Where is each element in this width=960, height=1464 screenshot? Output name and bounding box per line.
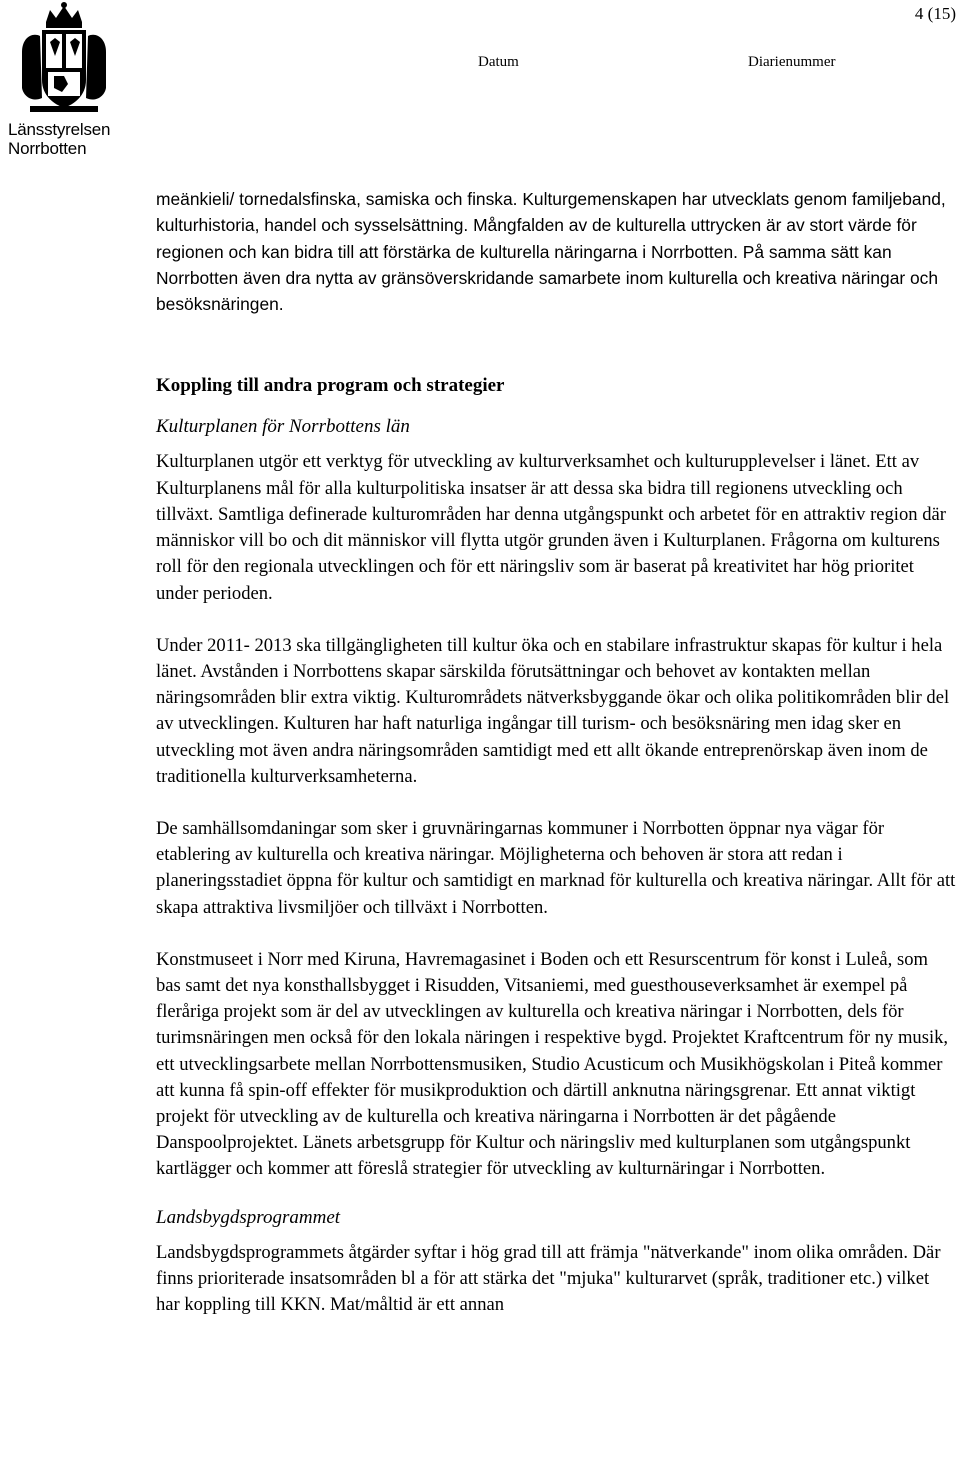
intro-paragraph: meänkieli/ tornedalsfinska, samiska och finska. Kulturgemenskapen har utvecklats genom familjeband, kulturhistoria, handel och sysselsättning. Mångfalden av de kulturella uttrycken är av stort värde för regionen och kan bidra till att förstärka de kulturella näringarna i Norrbotten. På samma sätt kan Norrbotten även dra nytta av gränsöverskridande samarbete inom kulturella och kreativa näringar och besöksnäringen. [156, 189, 946, 315]
logo-line-2: Norrbotten [8, 139, 87, 158]
landsbygd-paragraph: Landsbygdsprogrammets åtgärder syftar i hög grad till att främja "nätverkande" inom olika områden. Där finns prioriterade insatsområden bl a för att stärka det "mjuka" kulturarvet (språk, traditioner etc.) vilket har koppling till KKN. Mat/måltid är ett annan [156, 1241, 941, 1315]
kulturplan-paragraph-3: De samhällsomdaningar som sker i gruvnäringarnas kommuner i Norrbotten öppnar nya vägar för etablering av kulturella och kreativa näringar. Möjligheterna och behoven är stora att redan i planeringsstadiet öppna för kultur och samtidigt en marknad för kulturella och kreativa näringar. Allt för att skapa attraktiva livsmiljöer och tillväxt i Norrbotten. [156, 817, 956, 918]
kulturplan-paragraph-2: Under 2011- 2013 ska tillgängligheten till kultur öka och en stabilare infrastruktur skapas för kultur i hela länet. Avstånden i Norrbottens skapar särskilda förutsättningar och behovet av kontakten mellan näringsområden blir extra viktig. Kulturområdets nätverksbyggande ökar och olika politikområden blir del av utvecklingen. Kulturen har haft naturliga ingångar till turism- och besöksnäring men idag sker en utveckling mot även andra näringsområden samtidigt med ett allt ökande entreprenörskap även inom de traditionella kulturverksamheterna. [156, 634, 950, 787]
kulturplan-paragraph-4: Konstmuseet i Norr med Kiruna, Havremagasinet i Boden och ett Resurscentrum för konst i Luleå, som bas samt det nya konsthallsbygget i Risudden, Vitsaniemi, med guesthouseverksamhet är exempel på fleråriga projekt som är del av utvecklingen av kulturella och kreativa näringar i Norrbotten, dels för turimsnäringen men också för den lokala näringen i respektive bygd. Projektet Kraftcentrum för ny musik, ett utvecklingsarbete mellan Norrbottensmusiken, Studio Acusticum och Musikhögskolan i Piteå kommer att kunna få spin-off effekter för musikproduktion och därtill anknutna näringsgrenar. Ett annat viktigt projekt för utveckling av de kulturella och kreativa näringarna i Norrbotten är det pågående Danspoolprojektet. Länets arbetsgrupp för Kultur och näringsliv med kulturplanen som utgångspunkt kartlägger och kommer att föreslå strategier för utveckling av kulturnäringar i Norrbotten. [156, 948, 949, 1180]
logo-line-1: Länsstyrelsen [8, 120, 111, 139]
page-number: 4 (15) [914, 4, 956, 23]
landsbygd-subheading: Landsbygdsprogrammet [156, 1206, 341, 1228]
section-heading: Koppling till andra program och strategier [156, 375, 505, 397]
coat-of-arms-icon [16, 2, 112, 116]
datum-label: Datum [478, 54, 519, 70]
logo-text [8, 120, 128, 158]
document-body [156, 186, 956, 1318]
lansstyrelsen-logo [8, 2, 118, 162]
kulturplan-paragraph-1: Kulturplanen utgör ett verktyg för utveckling av kulturverksamhet och kulturupplevelser i länet. Ett av Kulturplanens mål för alla kulturpolitiska insatser är att dessa ska bidra till regionens utveckling och tillväxt. Samtliga definerade kulturområden har denna utgångspunkt och arbetet för en attraktiv region där människor vill bo och dit människor vill flytta utgör grunden även i Kulturplanen. Frågorna om kulturens roll för den regionala utvecklingen och för ett näringsliv som är baserat på kreativitet har hög prioritet under perioden. [156, 451, 946, 604]
diarienummer-label: Diarienummer [748, 54, 836, 70]
kulturplan-subheading: Kulturplanen för Norrbottens län [156, 416, 410, 438]
